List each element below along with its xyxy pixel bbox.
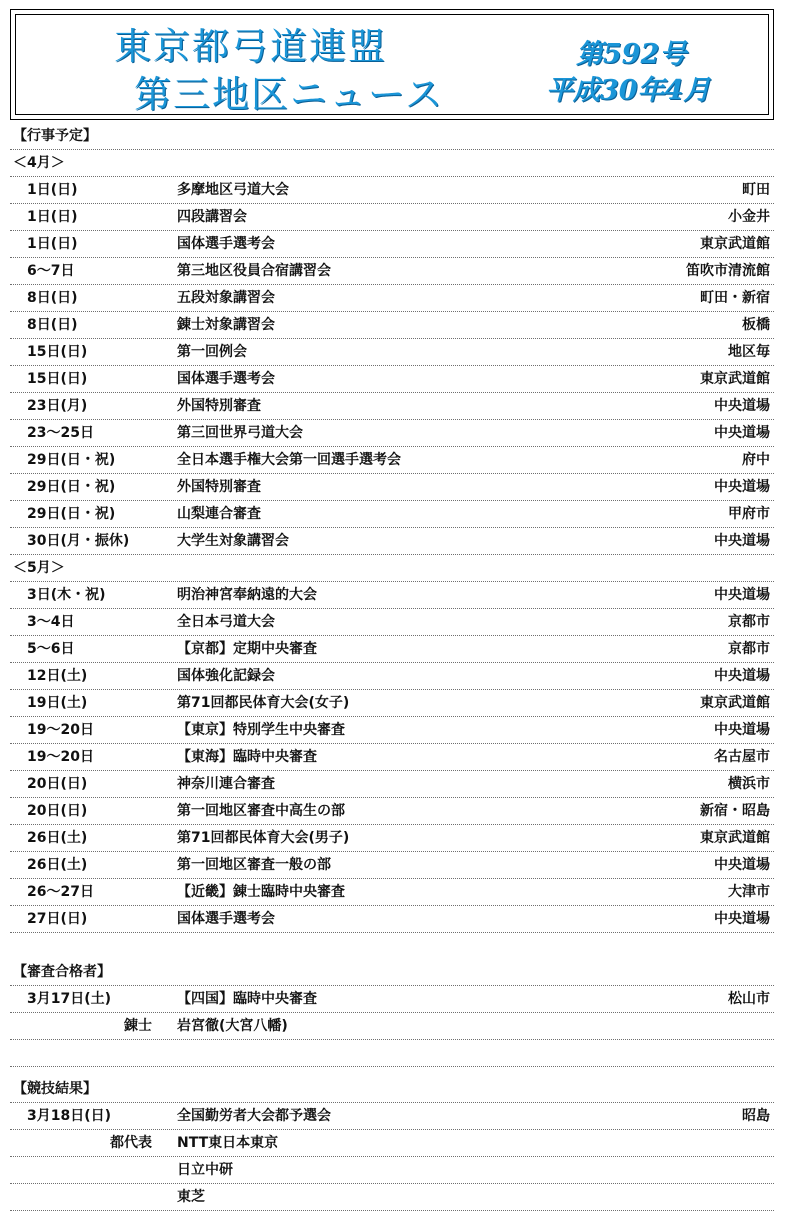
event-place: 町田 <box>742 182 770 198</box>
blank-row <box>10 1040 774 1067</box>
event-place: 小金井 <box>728 209 770 225</box>
event-place: 中央道場 <box>714 668 770 684</box>
event-row <box>10 204 774 231</box>
newsletter-header <box>10 9 774 120</box>
event-place: 中央道場 <box>714 857 770 873</box>
schedule-section-title: 【行事予定】 <box>10 123 774 150</box>
event-name: 四段講習会 <box>177 209 247 225</box>
team-row <box>10 1184 774 1211</box>
event-name: 全日本弓道大会 <box>177 614 275 630</box>
event-row <box>10 420 774 447</box>
event-place: 板橋 <box>742 317 770 333</box>
results-event-row <box>10 1103 774 1130</box>
event-name: 第71回都民体育大会(男子) <box>177 830 350 846</box>
event-name: 明治神宮奉納遠的大会 <box>177 587 317 603</box>
event-place: 大津市 <box>728 884 770 900</box>
event-row <box>10 609 774 636</box>
event-place: 中央道場 <box>714 398 770 414</box>
event-name: 外国特別審査 <box>177 398 261 414</box>
event-place: 東京武道館 <box>700 236 770 252</box>
event-row <box>10 798 774 825</box>
event-date: 15日(日) <box>27 344 88 360</box>
event-name: 第71回都民体育大会(女子) <box>177 695 350 711</box>
event-row <box>10 825 774 852</box>
event-date: 20日(日) <box>27 776 88 792</box>
event-date: 3～4日 <box>27 614 75 630</box>
event-place: 東京武道館 <box>700 830 770 846</box>
event-name: 外国特別審査 <box>177 479 261 495</box>
passer-row <box>10 1013 774 1040</box>
section-spacer <box>10 1067 774 1076</box>
passers-section-title: 【審査合格者】 <box>10 959 774 986</box>
event-date: 6～7日 <box>27 263 75 279</box>
event-row <box>10 906 774 933</box>
event-date: 12日(土) <box>27 668 88 684</box>
event-date: 20日(日) <box>27 803 88 819</box>
team-row <box>10 1157 774 1184</box>
event-name: 【東京】特別学生中央審査 <box>177 722 345 738</box>
event-name: 第三回世界弓道大会 <box>177 425 303 441</box>
event-name: 山梨連合審査 <box>177 506 261 522</box>
event-name: 全日本選手権大会第一回選手選考会 <box>177 452 401 468</box>
event-row <box>10 879 774 906</box>
event-place: 中央道場 <box>714 722 770 738</box>
event-row <box>10 690 774 717</box>
event-date: 27日(日) <box>27 911 88 927</box>
team-name: 東芝 <box>177 1189 205 1205</box>
results-event-date: 3月18日(日) <box>27 1108 112 1124</box>
schedule-months <box>10 150 774 933</box>
event-name: 国体選手選考会 <box>177 911 275 927</box>
event-place: 地区毎 <box>728 344 770 360</box>
event-place: 京都市 <box>728 614 770 630</box>
event-row <box>10 366 774 393</box>
event-row <box>10 447 774 474</box>
event-name: 第三地区役員合宿講習会 <box>177 263 331 279</box>
event-name: 第一回地区審査一般の部 <box>177 857 331 873</box>
event-row <box>10 717 774 744</box>
event-date: 29日(日・祝) <box>27 479 116 495</box>
event-row <box>10 582 774 609</box>
issue-date: 平成30年4月 <box>546 75 711 106</box>
event-name: 【東海】臨時中央審査 <box>177 749 317 765</box>
event-place: 東京武道館 <box>700 371 770 387</box>
event-row <box>10 177 774 204</box>
event-date: 26日(土) <box>27 857 88 873</box>
event-name: 錬士対象講習会 <box>177 317 275 333</box>
event-place: 京都市 <box>728 641 770 657</box>
team-name: 日立中研 <box>177 1162 233 1178</box>
event-date: 15日(日) <box>27 371 88 387</box>
newsletter-name: 第三地区ニュース <box>134 73 445 116</box>
event-name: 多摩地区弓道大会 <box>177 182 289 198</box>
exam-date: 3月17日(土) <box>27 991 112 1007</box>
event-date: 8日(日) <box>27 317 78 333</box>
event-row <box>10 285 774 312</box>
event-name: 大学生対象講習会 <box>177 533 289 549</box>
event-name: 国体選手選考会 <box>177 371 275 387</box>
event-place: 中央道場 <box>714 479 770 495</box>
exam-name: 【四国】臨時中央審査 <box>177 991 317 1007</box>
event-name: 神奈川連合審査 <box>177 776 275 792</box>
passer-rank: 錬士 <box>124 1018 152 1034</box>
event-row <box>10 501 774 528</box>
event-row <box>10 852 774 879</box>
event-row <box>10 636 774 663</box>
event-date: 29日(日・祝) <box>27 452 116 468</box>
event-name: 第一回地区審査中高生の部 <box>177 803 345 819</box>
event-row <box>10 474 774 501</box>
team-row <box>10 1130 774 1157</box>
exam-place: 松山市 <box>728 991 770 1007</box>
event-place: 中央道場 <box>714 587 770 603</box>
event-date: 3日(木・祝) <box>27 587 106 603</box>
event-date: 19～20日 <box>27 722 94 738</box>
event-place: 中央道場 <box>714 911 770 927</box>
event-place: 府中 <box>742 452 770 468</box>
event-date: 23～25日 <box>27 425 94 441</box>
results-event-name: 全国勤労者大会都予選会 <box>177 1108 331 1124</box>
event-date: 19日(土) <box>27 695 88 711</box>
issue-number: 第592号 <box>576 39 687 70</box>
event-name: 第一回例会 <box>177 344 247 360</box>
event-date: 19～20日 <box>27 749 94 765</box>
event-name: 国体強化記録会 <box>177 668 275 684</box>
event-place: 東京武道館 <box>700 695 770 711</box>
event-place: 町田・新宿 <box>700 290 770 306</box>
event-place: 甲府市 <box>728 506 770 522</box>
event-place: 中央道場 <box>714 533 770 549</box>
event-date: 1日(日) <box>27 182 78 198</box>
event-date: 8日(日) <box>27 290 78 306</box>
event-place: 横浜市 <box>728 776 770 792</box>
event-date: 5～6日 <box>27 641 75 657</box>
event-date: 30日(月・振休) <box>27 533 130 549</box>
event-date: 1日(日) <box>27 236 78 252</box>
representative-label: 都代表 <box>110 1135 152 1151</box>
event-row <box>10 312 774 339</box>
section-spacer <box>10 933 774 959</box>
month-heading: ＜4月＞ <box>10 150 774 177</box>
month-heading: ＜5月＞ <box>10 555 774 582</box>
org-name: 東京都弓道連盟 <box>114 25 387 68</box>
event-name: 【近畿】錬士臨時中央審査 <box>177 884 345 900</box>
passer-name: 岩宮徹(大宮八幡) <box>177 1018 288 1034</box>
event-date: 23日(月) <box>27 398 88 414</box>
exam-row <box>10 986 774 1013</box>
event-date: 1日(日) <box>27 209 78 225</box>
event-row <box>10 258 774 285</box>
header-inner-border <box>15 14 769 115</box>
event-date: 26～27日 <box>27 884 94 900</box>
results-section-title: 【競技結果】 <box>10 1076 774 1103</box>
event-row <box>10 744 774 771</box>
event-name: 国体選手選考会 <box>177 236 275 252</box>
event-row <box>10 528 774 555</box>
event-name: 【京都】定期中央審査 <box>177 641 317 657</box>
event-row <box>10 771 774 798</box>
newsletter-content <box>10 123 774 1211</box>
event-date: 29日(日・祝) <box>27 506 116 522</box>
event-date: 26日(土) <box>27 830 88 846</box>
event-place: 中央道場 <box>714 425 770 441</box>
event-row <box>10 663 774 690</box>
event-place: 笛吹市清流館 <box>686 263 770 279</box>
event-place: 新宿・昭島 <box>700 803 770 819</box>
event-place: 名古屋市 <box>714 749 770 765</box>
event-row <box>10 393 774 420</box>
event-name: 五段対象講習会 <box>177 290 275 306</box>
event-row <box>10 339 774 366</box>
team-name: NTT東日本東京 <box>177 1135 279 1151</box>
event-row <box>10 231 774 258</box>
results-event-place: 昭島 <box>742 1108 770 1124</box>
